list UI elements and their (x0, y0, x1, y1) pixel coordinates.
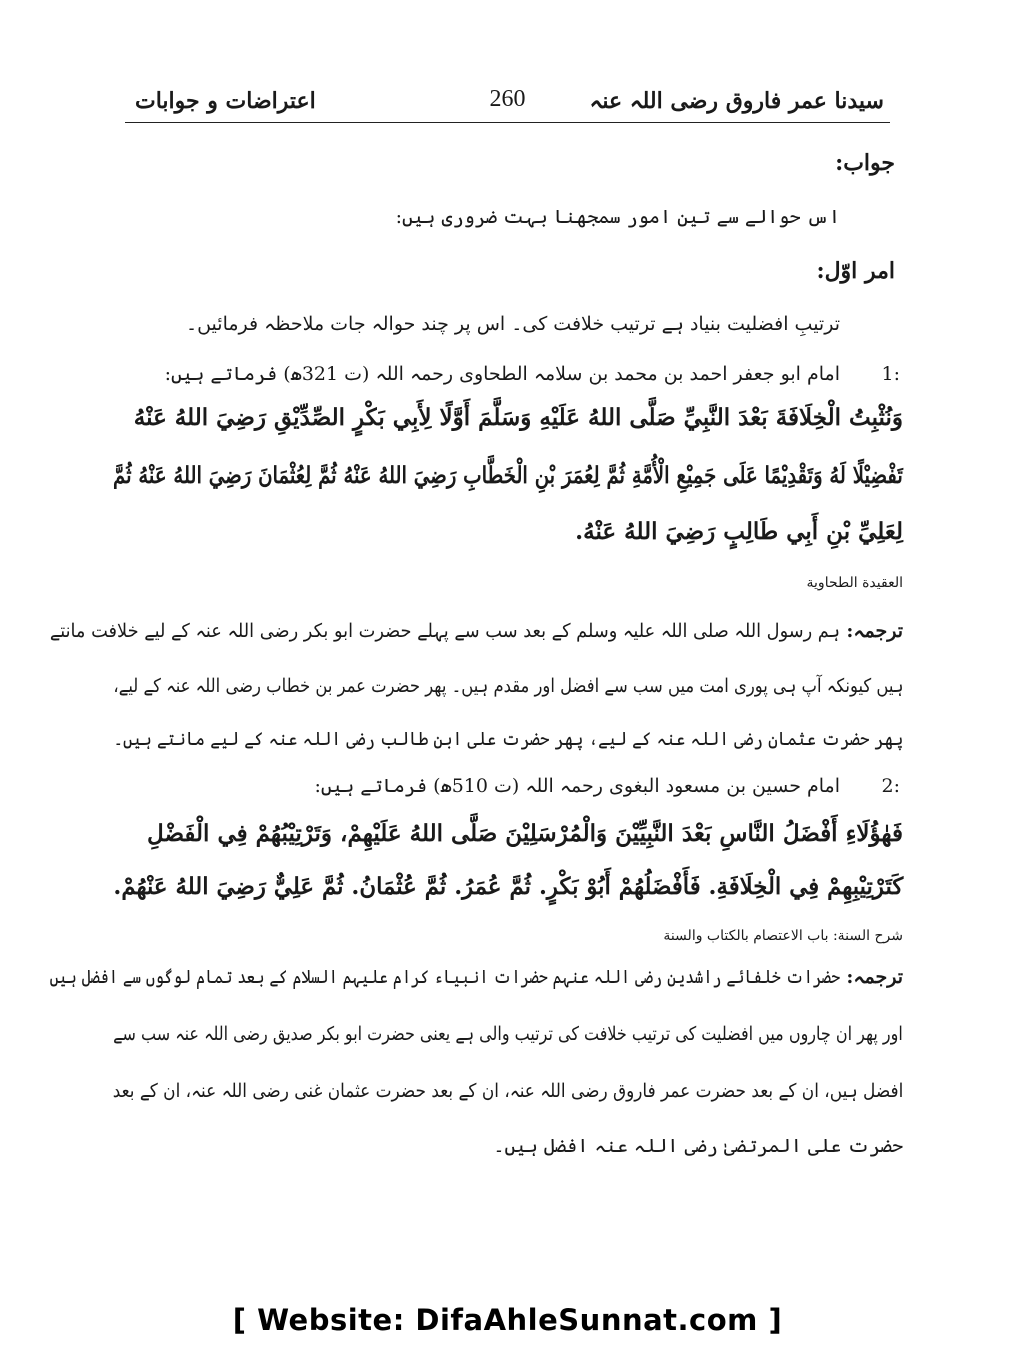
ref2-title: امام حسین بن مسعود البغوی رحمہ اللہ (ت 510ھ) فرماتے ہیں: (314, 775, 840, 797)
ref2-translation-label (846, 966, 903, 988)
ref1-arabic-line: تَفْضِيْلًا لَهُ وَتَقْدِيْمًا عَلَى جَمِيْعِ الْأُمَّةِ ثُمَّ لِعُمَرَ بْنِ الْخَطَّابِ رَضِيَ اللهُ عَنْهُ ثُمَّ لِعُثْمَانَ رَضِيَ اللهُ عَنْهُ ثُمَّ (113, 462, 903, 489)
ref1-translation-label (846, 620, 903, 642)
ref2-translation-line: اور پھر ان چاروں میں افضلیت کی ترتیب خلافت کی ترتیب والی ہے یعنی حضرت ابو بکر صدیق رضی اللہ عنہ سب سے (113, 1023, 903, 1045)
ref1-title: امام ابو جعفر احمد بن محمد بن سلامہ الطحاوی رحمہ اللہ (ت 321ھ) فرماتے ہیں: (164, 363, 840, 385)
ref2-translation-line: افضل ہیں، ان کے بعد حضرت عمر فاروق رضی اللہ عنہ، ان کے بعد حضرت عثمان غنی رضی اللہ عنہ، ان کے بعد (112, 1080, 903, 1102)
ref2-arabic-line: فَهٰؤُلَاءِ أَفْضَلُ النَّاسِ بَعْدَ النَّبِيِّيْنَ وَالْمُرْسَلِيْنَ صَلَّى اللهُ عَلَيْهِمْ، وَتَرْتِيْبُهُمْ فِي الْفَضْلِ (147, 820, 903, 847)
ref1-arabic-line: لِعَلِيِّ بْنِ أَبِي طَالِبٍ رَضِيَ اللهُ عَنْهُ. (575, 518, 903, 545)
ref1-arabic-line: وَنُثْبِتُ الْخِلَافَةَ بَعْدَ النَّبِيِّ صَلَّى اللهُ عَلَيْهِ وَسَلَّمَ أَوَّلًا لِأَبِي بَكْرٍ الصِّدِّيْقِ رَضِيَ اللهُ عَنْهُ (133, 404, 903, 431)
answer-heading: جواب: (835, 150, 895, 176)
ref1-translation-line: پھر حضرت عثمان رضی اللہ عنہ کے لیے، پھر حضرت علی ابن طالب رضی اللہ عنہ کے لیے مانتے ہیں۔ (113, 728, 903, 750)
ref2-arabic-line: كَتَرْتِيْبِهِمْ فِي الْخِلَافَةِ. فَأَفْضَلُهُمْ أَبُوْ بَكْرٍ. ثُمَّ عُمَرُ. ثُمَّ عُثْمَانُ. ثُمَّ عَلِيٌّ رَضِيَ اللهُ عَنْهُمْ. (113, 873, 903, 900)
first-matter-text: ترتیبِ افضلیت بنیاد ہے ترتیب خلافت کی۔ اس پر چند حوالہ جات ملاحظہ فرمائیں۔ (185, 313, 840, 335)
ref1-translation-line: ہیں کیونکہ آپ ہی پوری امت میں سب سے افضل اور مقدم ہیں۔ پھر حضرت عمر بن خطاب رضی اللہ عنہ کے لیے، (112, 675, 903, 697)
chapter-title: اعتراضات و جوابات (135, 88, 316, 114)
ref1-source: العقيدة الطحاوية (806, 575, 903, 591)
translation-label: ترجمہ: (846, 966, 903, 988)
ref2-translation-line: حضرات خلفائے راشدین رضی اللہ عنہم حضرات انبیاء کرام علیہم السلام کے بعد تمام لوگوں سے افضل ہیں (49, 966, 840, 988)
ref2-number: 2: (881, 775, 900, 797)
ref2-source: شرح السنة: باب الاعتصام بالكتاب والسنة (663, 928, 903, 944)
intro-text: اس حوالے سے تین امور سمجھنا بہت ضروری ہیں: (395, 206, 840, 228)
ref1-number: 1: (881, 363, 900, 385)
ref1-translation-line: ہم رسول اللہ صلی اللہ علیہ وسلم کے بعد سب سے پہلے حضرت ابو بکر رضی اللہ عنہ کے لیے خلافت مانتے (49, 620, 840, 642)
page-header (125, 80, 890, 123)
translation-label: ترجمہ: (846, 620, 903, 642)
ref2-translation-line: حضرت علی المرتضیٰ رضی اللہ عنہ افضل ہیں۔ (493, 1135, 903, 1157)
book-title: سیدنا عمر فاروق رضی اللہ عنہ (589, 88, 884, 114)
website-footer: [ Website: DifaAhleSunnat.com ] (232, 1303, 783, 1337)
page-number: 260 (489, 86, 526, 112)
first-matter-heading: امر اوّل: (816, 258, 895, 284)
